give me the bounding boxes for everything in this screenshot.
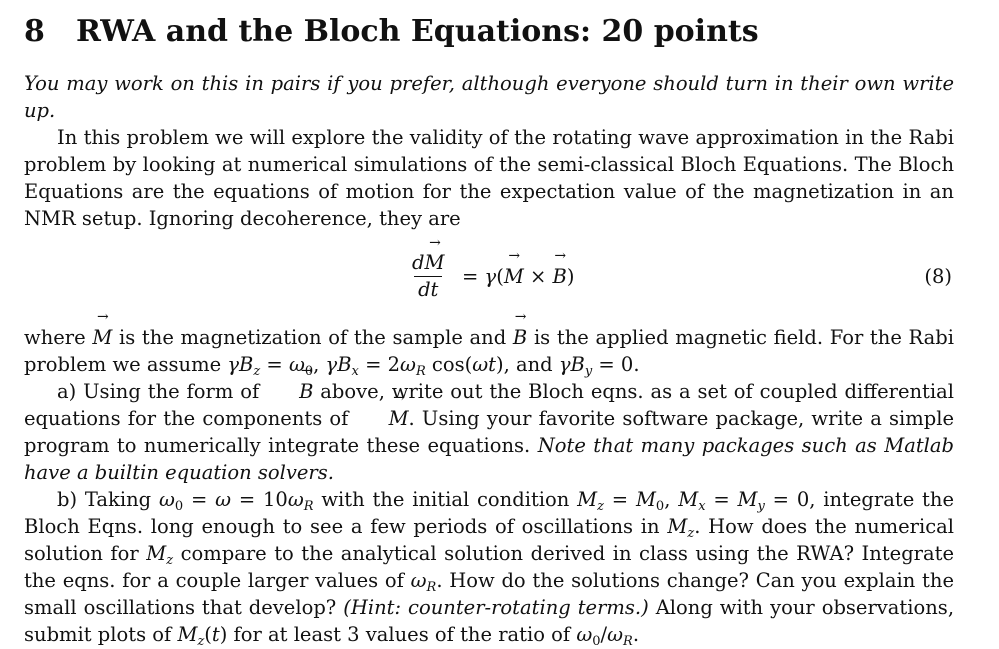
section-heading [24, 14, 759, 50]
equation-number: (8) [924, 265, 952, 288]
fraction-denominator: dt [414, 276, 442, 303]
section-title: RWA and the Bloch Equations: 20 points [76, 14, 759, 49]
hint-text: (Hint: counter-rotating terms.) [343, 596, 649, 619]
problem-body [24, 70, 954, 648]
intro-paragraph: In this problem we will explore the validity of the rotating wave approximation in the Rabi problem by looking at numerical simulations of the semi-classical Bloch Equations. The Bloch Equations are the equations of motion for the expectation value of the magnetization in an NMR setup. Ignoring decoherence, they are [24, 126, 954, 230]
part-a-paragraph: a) Using the form of → B above, write out the Bloch eqns. as a set of coupled differential equations for the components of → M. Using your favorite software package, write a simple program to numerically integrate these equations. Note that many packages such as Matlab have a builtin equation solvers. [24, 378, 954, 486]
fraction-numerator: d→ M [408, 250, 448, 276]
bloch-equation [24, 236, 954, 322]
section-number: 8 [24, 14, 45, 49]
definitions-paragraph: where → M is the magnetization of the sample and → B is the applied magnetic field. For the Rabi problem we assume $\gamma B_z = \omega_0$, $\gamma B_x = 2\omega_R$ cos(ωt), and $\gamma B_y = 0$. [24, 324, 954, 378]
part-a-note: Note that many packages such as Matlab have a builtin equation solvers. [24, 434, 955, 484]
derivative-fraction [408, 250, 448, 303]
collaboration-note: You may work on this in pairs if you prefer, although everyone should turn in their own write up. [24, 72, 954, 122]
equation-rhs: = γ(→ M × → B) [462, 263, 574, 290]
part-b-paragraph: b) Taking $\omega_0 = \omega = 10\omega_R$ with the initial condition $M_z = M_0$, $M_x = M_y = 0$, integrate the Bloch Eqns. long enough to see a few periods of oscillations in $M_z$. How does the numerical solution for $M_z$ compare to the analytical solution derived in class using the RWA? Integrate the eqns. for a couple larger values of $\omega_R$. How do the solutions change? Can you explain the small oscillations that develop? (Hint: counter-rotating terms.) Along with your observations, submit plots of $M_z(t)$ for at least 3 values of the ratio of $\omega_0/\omega_R$. [24, 488, 955, 649]
